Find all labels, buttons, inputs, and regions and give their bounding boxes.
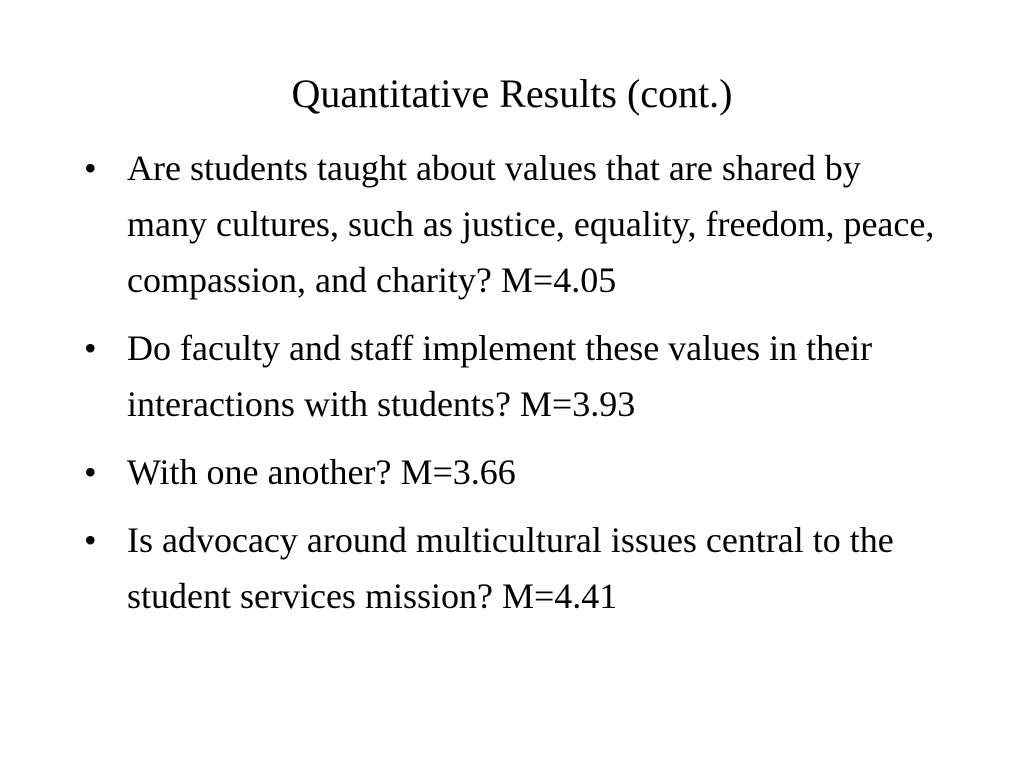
bullet-text: Is advocacy around multicultural issues central to the student services mission? M=4.41 [127,520,894,616]
bullet-icon: • [84,520,97,560]
bullet-text: With one another? M=3.66 [127,452,516,492]
bullet-text: Do faculty and staff implement these values in their interactions with students? M=3.93 [127,328,873,424]
bullet-icon: • [84,328,97,368]
bullet-text: Are students taught about values that are shared by many cultures, such as justice, equality, freedom, peace, compassion, and charity? M=4.05 [127,148,935,300]
slide-title: Quantitative Results (cont.) [291,71,733,116]
bullet-item [80,320,940,432]
bullet-item [80,444,940,500]
bullet-list [80,140,940,636]
bullet-icon: • [84,452,97,492]
bullet-item [80,512,940,624]
bullet-icon: • [84,148,97,188]
bullet-item [80,140,940,308]
